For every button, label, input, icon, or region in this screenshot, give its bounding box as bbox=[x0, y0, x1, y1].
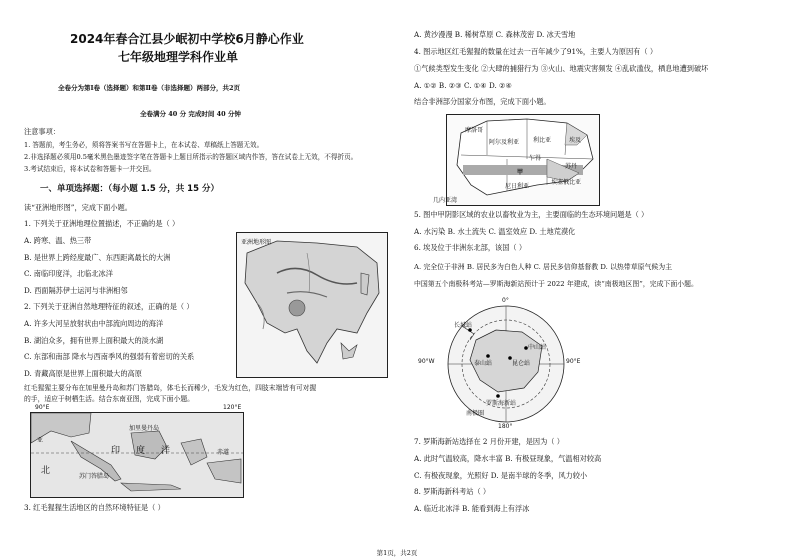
option: A. ①② B. ②③ C. ①④ D. ②④ bbox=[414, 81, 512, 90]
exam-time: 全卷满分 40 分 完成时间 40 分钟 bbox=[140, 110, 241, 118]
notice-line: 2.非选择题必须用0.5毫米黑色墨迹签字笔在答题卡上题目所指示的答题区域内作答，答在试卷上无效，不得折页。 bbox=[24, 153, 358, 161]
asia-map-drawing bbox=[237, 233, 387, 377]
section-heading: 一、单项选择题：（每小题 1.5 分，共 15 分） bbox=[40, 184, 219, 194]
title-line-2: 七年级地理学科作业单 bbox=[118, 50, 239, 64]
longitude-label: 0° bbox=[502, 297, 509, 304]
question-4-options: ①气候类型发生变化 ②大肆的捕猎行为 ③火山、地震灾害频发 ④乱砍滥伐，栖息地遭到破坏 bbox=[414, 64, 709, 73]
island-label: 苏门答腊岛 bbox=[79, 473, 110, 480]
option: D. 西面隔苏伊士运河与非洲相邻 bbox=[24, 286, 128, 295]
country-label: 阿尔及利亚 bbox=[489, 139, 520, 146]
station-label: 长城站 bbox=[454, 322, 473, 329]
question-intro: 读“亚洲地形图”，完成下面小题。 bbox=[24, 203, 132, 212]
polar-circle-label: 南极圈 bbox=[466, 410, 485, 417]
country-label: 乍得 bbox=[529, 155, 542, 162]
africa-countries-map bbox=[433, 114, 600, 206]
lon-label: 90°E bbox=[35, 404, 50, 411]
ocean-label: 印度洋 bbox=[111, 446, 187, 456]
question-8: 8. 罗斯海新科考站（ ） bbox=[414, 487, 491, 496]
option: D. 青藏高原是世界上面积最大的高原 bbox=[24, 369, 142, 378]
lon-label: 120°E bbox=[223, 404, 242, 411]
station-label: 昆仑站 bbox=[512, 360, 531, 367]
country-label: 埃及 bbox=[569, 137, 582, 144]
option: B. 湖泊众多，拥有世界上面积最大的淡水湖 bbox=[24, 336, 164, 345]
option: B. 是世界上跨经度最广、东西距离最长的大洲 bbox=[24, 253, 171, 262]
country-label: 尼日利亚 bbox=[505, 183, 530, 190]
question-4: 4. 图示地区红毛猩猩的数量在过去一百年减少了91%，主要人为原因有（ ） bbox=[414, 47, 658, 56]
option: A. 此时气温较高，降水丰富 B. 有极昼现象，气温相对较高 bbox=[414, 454, 602, 463]
option: A. 水污染 B. 水土流失 C. 温室效应 D. 土地荒漠化 bbox=[414, 227, 576, 236]
option: A. 完全位于非洲 B. 居民多为白色人种 C. 居民多信仰基督教 D. 以热带草原气候为主 bbox=[414, 263, 673, 271]
map-label: 亚 bbox=[37, 437, 44, 444]
notice-line: 3.考试结束后，将本试卷和答题卡一并交回。 bbox=[24, 165, 156, 173]
notice-line: 1. 答题前，考生务必，须将答案书写在答题卡上，在本试卷、草稿纸上答题无效。 bbox=[24, 141, 264, 149]
exam-structure: 全卷分为第Ⅰ卷（选择题）和第Ⅱ卷（非选择题）两部分，共2页 bbox=[58, 84, 241, 92]
question-intro: 中国第五个南极科考站—罗斯海新站预计于 2022 年建成，读“南极地区图”，完成下面小题。 bbox=[414, 280, 698, 288]
option: C. 南临印度洋，北临北冰洋 bbox=[24, 269, 113, 278]
page-footer: 第1页，共2页 bbox=[376, 549, 418, 557]
option: A. 许多大河呈放射状由中部流向周边的海洋 bbox=[24, 319, 164, 328]
option: A. 临近北冰洋 B. 能看到海上有浮冰 bbox=[414, 504, 530, 513]
passage-line: 的手，适应于树栖生活。结合东南亚图，完成下面小题。 bbox=[24, 395, 194, 403]
passage-line: 红毛猩猩主要分布在加里曼丹岛和苏门答腊岛，体毛长而稀少，毛发为红色，四肢末端皆有可对握 bbox=[24, 384, 317, 392]
longitude-label: 90°E bbox=[566, 358, 581, 365]
region-jia-label: 甲 bbox=[517, 169, 524, 176]
question-3: 3. 红毛猩猩生活地区的自然环境特征是（ ） bbox=[24, 503, 165, 512]
question-6: 6. 埃及位于非洲东北部，该国（ ） bbox=[414, 243, 527, 252]
country-label: 埃塞俄比亚 bbox=[551, 179, 582, 186]
map-label: 北 bbox=[41, 466, 51, 476]
question-1: 1. 下列关于亚洲地理位置描述，不正确的是（ ） bbox=[24, 219, 180, 228]
antarctic-map bbox=[418, 297, 586, 430]
question-5: 5. 图中甲阴影区域的农业以畜牧业为主，主要面临的生态环境问题是（ ） bbox=[414, 210, 649, 219]
asia-terrain-map bbox=[236, 232, 388, 378]
question-7: 7. 罗斯海新站选择在 2 月份开建，是因为（ ） bbox=[414, 437, 564, 446]
country-label: 摩洛哥 bbox=[465, 127, 484, 134]
option: A. 跨寒、温、热三带 bbox=[24, 236, 92, 245]
southeast-asia-map bbox=[30, 404, 244, 498]
question-2: 2. 下列关于亚洲自然地理特征的叙述，正确的是（ ） bbox=[24, 302, 194, 311]
island-label: 加里曼丹岛 bbox=[129, 425, 160, 432]
sea-label: 几内亚湾 bbox=[433, 197, 458, 204]
station-label: 中山站 bbox=[528, 344, 547, 351]
equator-label: 赤道 bbox=[217, 449, 230, 456]
station-label: 罗斯海新站 bbox=[486, 400, 517, 407]
title-line-1: 2024年春合江县少岷初中学校6月静心作业 bbox=[70, 32, 304, 46]
antarctic-map-drawing bbox=[426, 300, 586, 430]
longitude-label: 90°W bbox=[418, 358, 435, 365]
question-intro: 结合非洲部分国家分布图，完成下面小题。 bbox=[414, 97, 551, 106]
country-label: 利比亚 bbox=[533, 137, 552, 144]
station-label: 泰山站 bbox=[474, 360, 493, 367]
option: A. 黄沙漫漫 B. 稀树草原 C. 森林茂密 D. 冰天雪地 bbox=[414, 30, 576, 39]
asia-map-label: 亚洲地形图 bbox=[241, 239, 272, 246]
notice-heading: 注意事项： bbox=[24, 127, 60, 136]
country-label: 苏丹 bbox=[565, 163, 578, 170]
option: C. 东部和南部 降水与西南季风的强弱有着密切的关系 bbox=[24, 352, 195, 361]
option: C. 有极夜现象，光照好 D. 是南半球的冬季，风力较小 bbox=[414, 471, 588, 480]
longitude-label: 180° bbox=[498, 423, 513, 430]
